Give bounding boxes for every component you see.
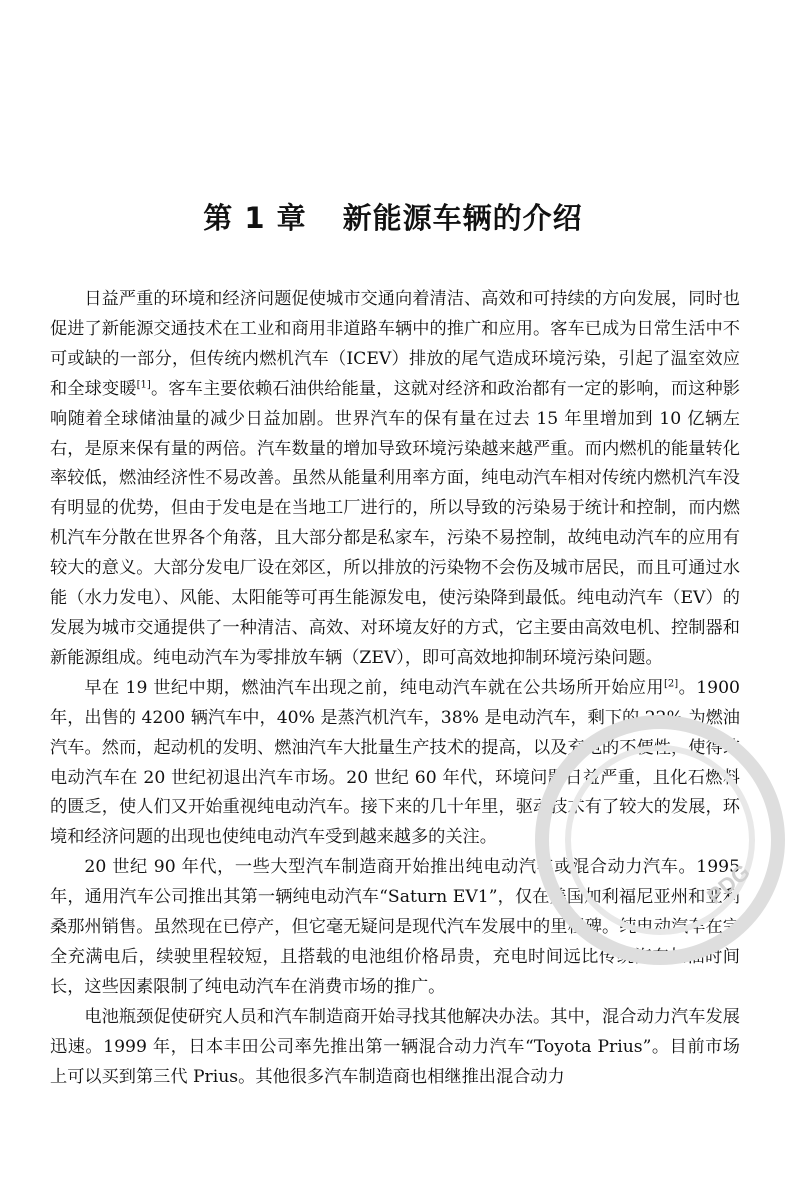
paragraph-text: 。1900 年，出售的 4200 辆汽车中，40% 是蒸汽机汽车，38% 是电动汽车，剩下的 22% 为燃油汽车。然而，起动机的发明、燃油汽车大批量生产技术的提高，以及充电的不便性，使得纯电动汽车在 20 世纪初退出汽车市场。20 世纪 60 年代，环境问题日益严重，且化石燃料的匮乏，使人们又开始重视纯电动汽车。接下来的几十年里，驱动技术有了较大的发展，环境和经济问题的出现也使纯电动汽车受到越来越多的关注。 (50, 677, 740, 848)
paragraph-text: 20 世纪 90 年代，一些大型汽车制造商开始推出纯电动汽车或混合动力汽车。1995 年，通用汽车公司推出其第一辆纯电动汽车“Saturn EV1”，仅在美国加利福尼亚州和亚利桑那州销售。虽然现在已停产，但它毫无疑问是现代汽车发展中的里程碑。纯电动汽车在完全充满电后，续驶里程较短，且搭载的电池组价格昂贵，充电时间远比传统汽车加油时间长，这些因素限制了纯电动汽车在消费市场的推广。 (50, 857, 740, 997)
citation-ref: [2] (664, 678, 679, 690)
citation-ref: [1] (136, 378, 151, 390)
paragraph-2 (50, 674, 740, 853)
paragraph-text: 电池瓶颈促使研究人员和汽车制造商开始寻找其他解决办法。其中，混合动力汽车发展迅速。1999 年，日本丰田公司率先推出第一辆混合动力汽车“Toyota Prius”。目前市场上可以买到第三代 Prius。其他很多汽车制造商也相继推出混合动力 (50, 1006, 740, 1087)
chapter-title: 新能源车辆的介绍 (342, 201, 583, 235)
watermark-text: PDG (702, 859, 755, 909)
chapter-heading (0, 196, 786, 237)
paragraph-4 (50, 1003, 740, 1093)
paragraph-3 (50, 853, 740, 1003)
paragraph-1 (50, 285, 740, 674)
paragraph-text: 。客车主要依赖石油供给能量，这就对经济和政治都有一定的影响，而这种影响随着全球储油量的减少日益加剧。世界汽车的保有量在过去 15 年里增加到 10 亿辆左右，是原来保有量的两倍。汽车数量的增加导致环境污染越来越严重。而内燃机的能量转化率较低，燃油经济性不易改善。虽然从能量利用率方面，纯电动汽车相对传统内燃机汽车没有明显的优势，但由于发电是在当地工厂进行的，所以导致的污染易于统计和控制，而内燃机汽车分散在世界各个角落，且大部分都是私家车，污染不易控制，故纯电动汽车的应用有较大的意义。大部分发电厂设在郊区，所以排放的污染物不会伤及城市居民，而且可通过水能（水力发电）、风能、太阳能等可再生能源发电，使污染降到最低。纯电动汽车（EV）的发展为城市交通提供了一种清洁、高效、对环境友好的方式，它主要由高效电机、控制器和新能源组成。纯电动汽车为零排放车辆（ZEV），即可高效地抑制环境污染问题。 (50, 378, 740, 668)
chapter-body (50, 285, 740, 1092)
paragraph-text: 早在 19 世纪中期，燃油汽车出现之前，纯电动汽车就在公共场所开始应用 (84, 677, 665, 698)
paragraph-text: 日益严重的环境和经济问题促使城市交通向着清洁、高效和可持续的方向发展，同时也促进了新能源交通技术在工业和商用非道路车辆中的推广和应用。客车已成为日常生活中不可或缺的一部分，但传统内燃机汽车（ICEV）排放的尾气造成环境污染，引起了温室效应和全球变暖 (50, 289, 740, 399)
chapter-number: 第 1 章 (203, 201, 307, 235)
